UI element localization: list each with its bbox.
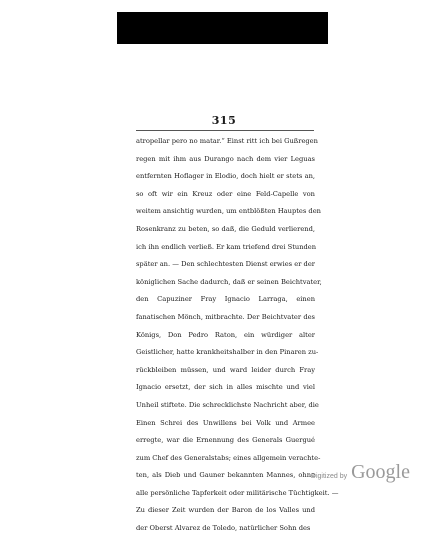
- page-number: 315: [211, 114, 237, 127]
- text-line: entfernten Hoflager in Elodio, doch hielt er stets an,: [136, 172, 315, 181]
- text-line: den Capuziner Fray Ignacio Larraga, einen: [136, 295, 315, 304]
- text-line: so oft wir ein Kreuz oder eine Feld-Capelle von: [136, 189, 315, 198]
- text-line: Geistlicher, hatte krankheitshalber in den Pinaren zu-: [136, 348, 319, 357]
- text-line: rückbleiben müssen, und ward leider durch Fray: [136, 365, 315, 374]
- text-line: weitem ansichtig wurden, um entblößten Hauptes den: [136, 207, 321, 216]
- text-line: Einen Schrei des Unwillens bei Volk und Armee: [136, 418, 315, 427]
- text-line: zum Chef des Generalstabs; eines allgemein verachte-: [136, 453, 321, 462]
- text-line: regen mit ihm aus Durango nach dem vier Leguas: [136, 154, 315, 163]
- text-line: ich ihn endlich verließ. Er kam triefend drei Stunden: [136, 242, 317, 251]
- text-line: atropellar pero no matar.“ Einst ritt ich bei Gußregen: [136, 137, 318, 145]
- text-line: königlichen Sache dadurch, daß er seinen Beichtvater,: [136, 277, 322, 286]
- redaction-bar: [117, 12, 328, 44]
- watermark-prefix: Digitized by: [310, 473, 348, 480]
- text-line: ten, als Dieb und Gauner bekannten Mannes, ohne: [136, 471, 315, 480]
- google-logo: Google: [351, 461, 410, 483]
- text-line: Ignacio ersetzt, der sich in alles mischte und viel: [136, 383, 315, 392]
- text-line: Königs, Don Pedro Raton, ein würdiger alter: [136, 330, 315, 339]
- text-line: später an. — Den schlechtesten Dienst erwies er der: [136, 260, 315, 269]
- text-line: fanatischen Mönch, mitbrachte. Der Beichtvater des: [136, 312, 315, 321]
- header-rule: [136, 130, 314, 131]
- text-line: der Oberst Alvarez de Toledo, natürlicher Sohn des: [136, 524, 311, 533]
- google-watermark: [311, 461, 410, 484]
- text-line: alle persönliche Tapferkeit oder militärische Tüchtigkeit. —: [136, 488, 339, 497]
- text-line: Rosenkranz zu beten, so daß, die Geduld verlierend,: [136, 224, 315, 233]
- text-line: Unheil stiftete. Die schrecklichste Nachricht aber, die: [136, 400, 319, 409]
- text-line: erregte, war die Ernennung des Generals Guergué: [136, 436, 315, 445]
- text-line: Zu dieser Zeit wurden der Baron de los Valles und: [136, 506, 315, 515]
